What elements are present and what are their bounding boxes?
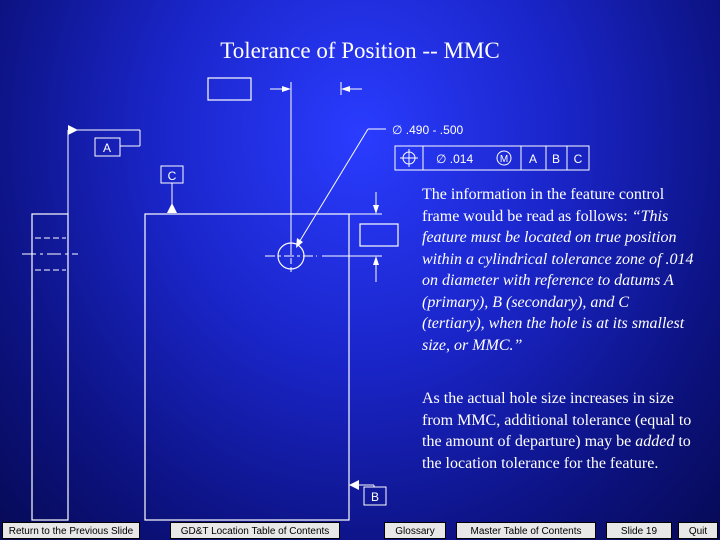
fcf-diameter-tolerance: ∅ .014 xyxy=(436,152,474,166)
feature-control-frame xyxy=(395,146,589,170)
prev-slide-button[interactable]: Return to the Previous Slide xyxy=(2,522,140,539)
explanation-paragraph-1 xyxy=(422,184,694,356)
side-view xyxy=(22,214,78,520)
vertical-dimension xyxy=(322,192,398,282)
para1-lead: The information in the feature control frame would be read as follows: xyxy=(422,186,665,225)
slide-number: Slide 19 xyxy=(606,522,672,539)
fcf-datum-c: C xyxy=(573,152,583,166)
nav-bar xyxy=(0,522,720,540)
arrowhead-right xyxy=(341,86,350,92)
hole-feature xyxy=(265,240,317,272)
fcf-modifier: M xyxy=(499,154,509,165)
svg-text:C: C xyxy=(167,169,177,183)
slide-title: Tolerance of Position -- MMC xyxy=(220,38,500,63)
master-toc-button[interactable]: Master Table of Contents xyxy=(456,522,596,539)
fcf-datum-a: A xyxy=(528,152,538,166)
para2-after: to the location tolerance for the feature. xyxy=(422,433,691,472)
svg-text:B: B xyxy=(370,490,380,504)
front-view xyxy=(145,214,349,520)
datum-a-symbol xyxy=(68,125,140,214)
svg-text:A: A xyxy=(102,141,112,155)
size-callout: ∅ .490 - .500 xyxy=(392,123,464,137)
arrowhead-left xyxy=(282,86,291,92)
gdt-location-toc-button[interactable]: GD&T Location Table of Contents xyxy=(170,522,340,539)
basic-dimension-box xyxy=(208,78,251,100)
datum-c-symbol xyxy=(161,166,183,213)
quit-button[interactable]: Quit xyxy=(678,522,718,539)
explanation-paragraph-2 xyxy=(422,388,694,474)
datum-b-symbol xyxy=(349,480,386,505)
para1-quote: “This feature must be located on true position within a cylindrical tolerance zone of .014 on diameter with reference to datums A (primary), B (secondary), and C (tertiary), when the hole is at its smallest size, or MMC.” xyxy=(422,207,694,354)
position-symbol-icon xyxy=(400,149,418,167)
glossary-button[interactable]: Glossary xyxy=(384,522,446,539)
basic-dimension-box-right xyxy=(360,224,398,246)
leader-line xyxy=(298,129,368,244)
fcf-datum-b: B xyxy=(551,152,561,166)
para2-emph: added xyxy=(635,433,675,450)
para2-before: As the actual hole size increases in size from MMC, additional tolerance (equal to the amount of departure) may be xyxy=(422,390,692,450)
